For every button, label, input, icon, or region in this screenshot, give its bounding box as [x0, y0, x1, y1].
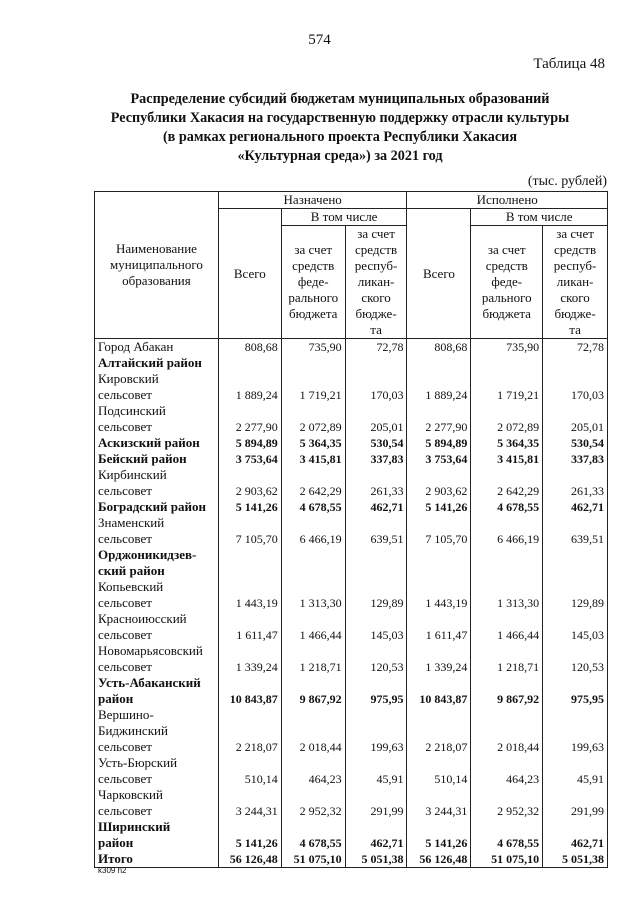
- value-cell: 1 218,71: [281, 643, 345, 675]
- table-row: [95, 611, 608, 643]
- municipality-name-line: сельсовет: [98, 771, 152, 786]
- value-cell: [281, 355, 345, 371]
- municipality-name: [95, 643, 219, 675]
- municipality-name-line: Усть-Абаканский: [98, 675, 201, 690]
- municipality-name-line: Кировский: [98, 371, 159, 386]
- value-cell: 205,01: [345, 403, 407, 435]
- value-cell: 4 678,55: [281, 819, 345, 851]
- value-cell: 1 339,24: [407, 643, 471, 675]
- value-cell: 808,68: [407, 339, 471, 356]
- table-row: [95, 643, 608, 675]
- value-cell: 3 415,81: [281, 451, 345, 467]
- municipality-name: [95, 547, 219, 579]
- header-assigned-total: Всего: [218, 209, 281, 339]
- value-cell: 462,71: [345, 819, 407, 851]
- municipality-name-line: Биджинский: [98, 723, 168, 738]
- value-cell: 51 075,10: [471, 851, 543, 868]
- municipality-name-line: Ширинский: [98, 819, 171, 834]
- municipality-name-line: Город Абакан: [98, 339, 174, 354]
- title-line: «Культурная среда») за 2021 год: [237, 148, 443, 164]
- header-name: Наименование муниципального образования: [95, 192, 219, 339]
- value-cell: 261,33: [345, 467, 407, 499]
- value-cell: 2 903,62: [218, 467, 281, 499]
- value-cell: 735,90: [471, 339, 543, 356]
- table-row: [95, 547, 608, 579]
- value-cell: 2 072,89: [281, 403, 345, 435]
- municipality-name-line: сельсовет: [98, 595, 152, 610]
- header-executed-republic: за счет средств респуб- ликан- ского бюдже- та: [543, 226, 608, 339]
- value-cell: 170,03: [345, 371, 407, 403]
- header-executed-total: Всего: [407, 209, 471, 339]
- table-row: [95, 851, 608, 868]
- municipality-name: [95, 435, 219, 451]
- municipality-name-line: сельсовет: [98, 659, 152, 674]
- municipality-name-line: Вершино-: [98, 707, 154, 722]
- table-row: [95, 819, 608, 851]
- municipality-name: [95, 819, 219, 851]
- municipality-name: [95, 499, 219, 515]
- value-cell: 7 105,70: [407, 515, 471, 547]
- municipality-name-line: ский район: [98, 563, 165, 578]
- municipality-name-line: сельсовет: [98, 387, 152, 402]
- table-row: [95, 787, 608, 819]
- value-cell: 639,51: [543, 515, 608, 547]
- value-cell: 3 753,64: [407, 451, 471, 467]
- table-row: [95, 355, 608, 371]
- table-row: [95, 707, 608, 755]
- value-cell: 56 126,48: [407, 851, 471, 868]
- value-cell: [471, 355, 543, 371]
- municipality-name-line: сельсовет: [98, 531, 152, 546]
- value-cell: 2 903,62: [407, 467, 471, 499]
- value-cell: 530,54: [345, 435, 407, 451]
- table-row: [95, 435, 608, 451]
- value-cell: 10 843,87: [218, 675, 281, 707]
- value-cell: [281, 547, 345, 579]
- value-cell: 261,33: [543, 467, 608, 499]
- municipality-name-line: сельсовет: [98, 419, 152, 434]
- units-label: (тыс. рублей): [527, 174, 607, 189]
- value-cell: 337,83: [543, 451, 608, 467]
- value-cell: 3 244,31: [407, 787, 471, 819]
- title-line: Республики Хакасия на государственную поддержку отрасли культуры: [110, 110, 570, 126]
- municipality-name: [95, 675, 219, 707]
- value-cell: 462,71: [543, 819, 608, 851]
- value-cell: 2 642,29: [471, 467, 543, 499]
- municipality-name: [95, 515, 219, 547]
- value-cell: 975,95: [345, 675, 407, 707]
- municipality-name: [95, 339, 219, 356]
- table-label: Таблица 48: [533, 56, 605, 72]
- subsidy-table: [94, 191, 608, 868]
- value-cell: 2 642,29: [281, 467, 345, 499]
- municipality-name-line: сельсовет: [98, 627, 152, 642]
- value-cell: 10 843,87: [407, 675, 471, 707]
- value-cell: 6 466,19: [281, 515, 345, 547]
- value-cell: 5 894,89: [218, 435, 281, 451]
- value-cell: 199,63: [345, 707, 407, 755]
- value-cell: 72,78: [543, 339, 608, 356]
- value-cell: 1 313,30: [281, 579, 345, 611]
- value-cell: 2 072,89: [471, 403, 543, 435]
- value-cell: 5 894,89: [407, 435, 471, 451]
- table-row: [95, 371, 608, 403]
- value-cell: 5 051,38: [543, 851, 608, 868]
- value-cell: [218, 547, 281, 579]
- value-cell: 3 753,64: [218, 451, 281, 467]
- value-cell: 5 141,26: [407, 499, 471, 515]
- value-cell: 1 611,47: [407, 611, 471, 643]
- value-cell: 464,23: [281, 755, 345, 787]
- value-cell: 808,68: [218, 339, 281, 356]
- value-cell: 145,03: [543, 611, 608, 643]
- value-cell: 5 141,26: [218, 499, 281, 515]
- table-header: [95, 192, 608, 339]
- header-assigned-federal: за счет средств феде- рального бюджета: [281, 226, 345, 339]
- table-row: [95, 451, 608, 467]
- header-executed-federal: за счет средств феде- рального бюджета: [471, 226, 543, 339]
- footer-code: k309 h2: [98, 866, 127, 875]
- value-cell: 120,53: [543, 643, 608, 675]
- value-cell: 3 244,31: [218, 787, 281, 819]
- value-cell: 1 313,30: [471, 579, 543, 611]
- value-cell: 129,89: [543, 579, 608, 611]
- value-cell: 205,01: [543, 403, 608, 435]
- value-cell: 5 141,26: [218, 819, 281, 851]
- municipality-name: [95, 787, 219, 819]
- value-cell: 1 443,19: [407, 579, 471, 611]
- value-cell: 291,99: [345, 787, 407, 819]
- value-cell: 2 277,90: [407, 403, 471, 435]
- value-cell: [407, 547, 471, 579]
- value-cell: [345, 547, 407, 579]
- municipality-name-line: сельсовет: [98, 739, 152, 754]
- value-cell: 1 719,21: [471, 371, 543, 403]
- municipality-name: [95, 755, 219, 787]
- municipality-name-line: Новомарьясовский: [98, 643, 203, 658]
- value-cell: 2 018,44: [471, 707, 543, 755]
- municipality-name-line: Подсинский: [98, 403, 166, 418]
- value-cell: 462,71: [543, 499, 608, 515]
- title-line: Распределение субсидий бюджетам муниципальных образований: [130, 91, 550, 107]
- municipality-name-line: Итого: [98, 851, 133, 866]
- value-cell: 1 889,24: [218, 371, 281, 403]
- municipality-name: [95, 707, 219, 755]
- document-title: [60, 90, 620, 166]
- value-cell: 735,90: [281, 339, 345, 356]
- table-body: [95, 339, 608, 868]
- value-cell: 530,54: [543, 435, 608, 451]
- value-cell: 7 105,70: [218, 515, 281, 547]
- value-cell: 2 952,32: [281, 787, 345, 819]
- header-assigned-republic: за счет средств респуб- ликан- ского бюдже- та: [345, 226, 407, 339]
- value-cell: 1 466,44: [471, 611, 543, 643]
- municipality-name-line: Алтайский район: [98, 355, 202, 370]
- municipality-name: [95, 355, 219, 371]
- municipality-name-line: Знаменский: [98, 515, 165, 530]
- value-cell: 56 126,48: [218, 851, 281, 868]
- value-cell: [543, 355, 608, 371]
- value-cell: 4 678,55: [471, 499, 543, 515]
- municipality-name: [95, 611, 219, 643]
- value-cell: 510,14: [407, 755, 471, 787]
- municipality-name-line: Красноиюсский: [98, 611, 187, 626]
- value-cell: 2 218,07: [218, 707, 281, 755]
- value-cell: [345, 355, 407, 371]
- value-cell: 1 218,71: [471, 643, 543, 675]
- value-cell: 462,71: [345, 499, 407, 515]
- municipality-name: [95, 451, 219, 467]
- value-cell: 9 867,92: [281, 675, 345, 707]
- value-cell: [471, 547, 543, 579]
- title-line: (в рамках регионального проекта Республики Хакасия: [162, 129, 518, 145]
- table-row: [95, 755, 608, 787]
- value-cell: [407, 355, 471, 371]
- table-row: [95, 515, 608, 547]
- value-cell: 120,53: [345, 643, 407, 675]
- value-cell: 6 466,19: [471, 515, 543, 547]
- table-row: [95, 675, 608, 707]
- value-cell: 5 051,38: [345, 851, 407, 868]
- value-cell: 9 867,92: [471, 675, 543, 707]
- value-cell: [543, 547, 608, 579]
- value-cell: 1 889,24: [407, 371, 471, 403]
- table-row: [95, 499, 608, 515]
- value-cell: 1 339,24: [218, 643, 281, 675]
- municipality-name-line: район: [98, 691, 134, 706]
- value-cell: [218, 355, 281, 371]
- value-cell: 1 466,44: [281, 611, 345, 643]
- table-row: [95, 403, 608, 435]
- municipality-name-line: Бейский район: [98, 451, 187, 466]
- value-cell: 3 415,81: [471, 451, 543, 467]
- value-cell: 510,14: [218, 755, 281, 787]
- value-cell: 2 218,07: [407, 707, 471, 755]
- header-assigned-incl: В том числе: [281, 209, 407, 226]
- value-cell: 45,91: [345, 755, 407, 787]
- municipality-name-line: Боградский район: [98, 499, 207, 514]
- table-row: [95, 339, 608, 356]
- municipality-name-line: Кирбинский: [98, 467, 167, 482]
- value-cell: 975,95: [543, 675, 608, 707]
- table-row: [95, 467, 608, 499]
- municipality-name-line: Чарковский: [98, 787, 163, 802]
- municipality-name-line: сельсовет: [98, 803, 152, 818]
- value-cell: 199,63: [543, 707, 608, 755]
- value-cell: 5 364,35: [281, 435, 345, 451]
- value-cell: 170,03: [543, 371, 608, 403]
- municipality-name-line: сельсовет: [98, 483, 152, 498]
- value-cell: 5 364,35: [471, 435, 543, 451]
- value-cell: 45,91: [543, 755, 608, 787]
- value-cell: 2 952,32: [471, 787, 543, 819]
- value-cell: 4 678,55: [471, 819, 543, 851]
- header-assigned: Назначено: [218, 192, 407, 209]
- value-cell: 1 611,47: [218, 611, 281, 643]
- value-cell: 145,03: [345, 611, 407, 643]
- municipality-name-line: Копьевский: [98, 579, 164, 594]
- page-number: 574: [308, 32, 331, 48]
- value-cell: 4 678,55: [281, 499, 345, 515]
- value-cell: 129,89: [345, 579, 407, 611]
- value-cell: 1 443,19: [218, 579, 281, 611]
- value-cell: 5 141,26: [407, 819, 471, 851]
- value-cell: 2 277,90: [218, 403, 281, 435]
- municipality-name: [95, 403, 219, 435]
- value-cell: 72,78: [345, 339, 407, 356]
- value-cell: 1 719,21: [281, 371, 345, 403]
- municipality-name: [95, 579, 219, 611]
- value-cell: 291,99: [543, 787, 608, 819]
- municipality-name: [95, 467, 219, 499]
- municipality-name: [95, 371, 219, 403]
- table-row: [95, 579, 608, 611]
- value-cell: 51 075,10: [281, 851, 345, 868]
- value-cell: 639,51: [345, 515, 407, 547]
- municipality-name-line: Орджоникидзев-: [98, 547, 197, 562]
- header-executed: Исполнено: [407, 192, 608, 209]
- value-cell: 2 018,44: [281, 707, 345, 755]
- header-executed-incl: В том числе: [471, 209, 608, 226]
- municipality-name-line: район: [98, 835, 134, 850]
- value-cell: 337,83: [345, 451, 407, 467]
- value-cell: 464,23: [471, 755, 543, 787]
- municipality-name-line: Аскизский район: [98, 435, 200, 450]
- municipality-name-line: Усть-Бюрский: [98, 755, 178, 770]
